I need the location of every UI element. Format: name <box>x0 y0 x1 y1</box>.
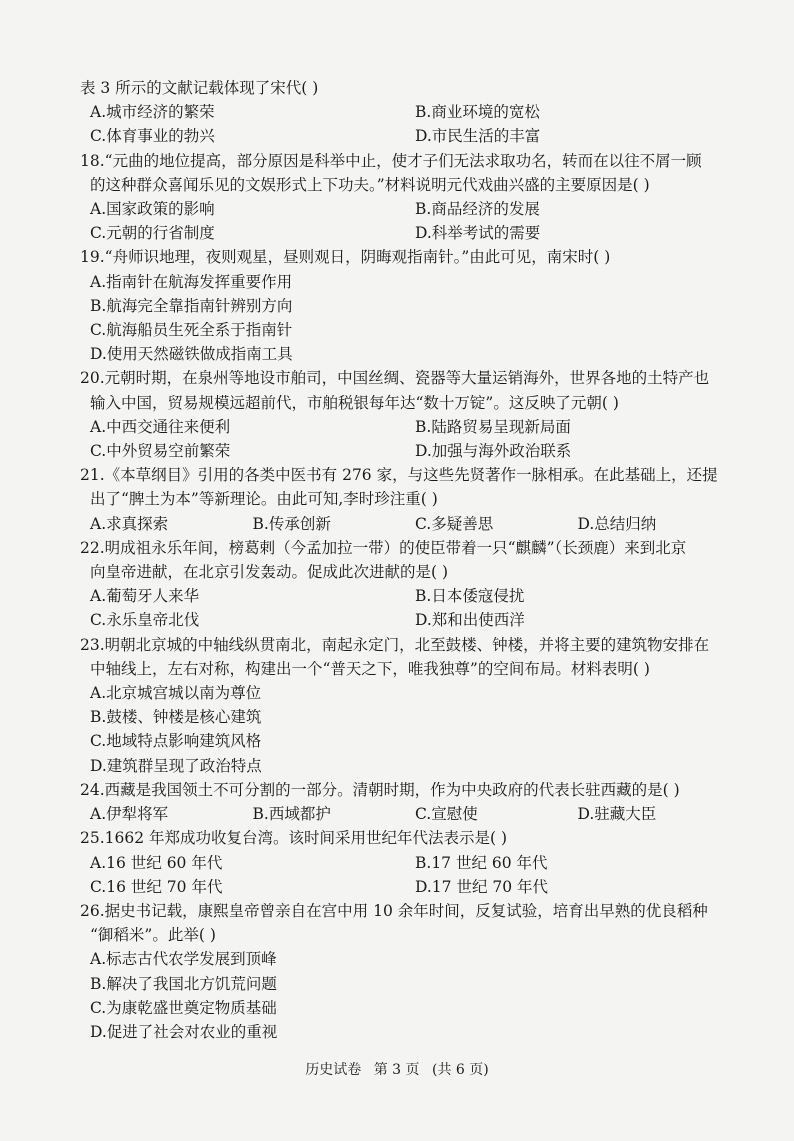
question-20 <box>80 366 740 463</box>
option-c: C.永乐皇帝北伐 <box>90 611 200 630</box>
option-b: B.商品经济的发展 <box>415 200 540 219</box>
question-17-options-row2 <box>80 124 740 148</box>
question-17-stem: 表 3 所示的文献记载体现了宋代( ) <box>80 79 319 97</box>
question-26-stem-line2: “御稻米”。此举( ) <box>90 926 216 945</box>
option-d: D.建筑群呈现了政治特点 <box>90 756 262 775</box>
option-a: A.北京城宫城以南为尊位 <box>90 684 262 703</box>
question-20-options-row2 <box>80 439 740 463</box>
option-d: D.科举考试的需要 <box>415 224 541 243</box>
option-b: B.西域都护 <box>252 805 331 824</box>
question-22-stem-line2: 向皇帝进献，在北京引发轰动。促成此次进献的是( ) <box>90 563 449 582</box>
footer-total-pages: (共 6 页) <box>431 1062 489 1078</box>
option-a: A.求真探索 <box>90 514 169 533</box>
option-b: B.鼓楼、钟楼是核心建筑 <box>90 708 262 727</box>
footer-subject: 历史试卷 <box>305 1062 362 1078</box>
option-a: A.葡萄牙人来华 <box>90 587 200 606</box>
question-26-stem-line1: 26.据史书记载，康熙皇帝曾亲自在宫中用 10 余年时间，反复试验，培育出早熟的优良稻种 <box>80 901 708 920</box>
option-c: C.宣慰使 <box>415 805 478 824</box>
question-18-stem-line2: 的这种群众喜闻乐见的文娱形式上下功夫。”材料说明元代戏曲兴盛的主要原因是( ) <box>90 175 650 194</box>
option-b: B.传承创新 <box>252 514 331 533</box>
option-b: B.陆路贸易呈现新局面 <box>415 417 571 436</box>
option-b: B.日本倭寇侵扰 <box>415 587 525 606</box>
question-21-options <box>80 512 740 536</box>
question-26-options <box>80 947 740 1044</box>
question-22-options-row1 <box>80 584 740 608</box>
question-23-stem-line2: 中轴线上，左右对称，构建出一个“普天之下，唯我独尊”的空间布局。材料表明( ) <box>90 659 650 678</box>
option-b: B.商业环境的宽松 <box>415 103 540 122</box>
option-c: C.16 世纪 70 年代 <box>90 877 223 896</box>
question-19-stem: 19.“舟师识地理，夜则观星，昼则观日，阴晦观指南针。”由此可见，南宋时( ) <box>80 248 611 267</box>
question-18-stem-line1: 18.“元曲的地位提高，部分原因是科举中止，使才子们无法求取功名，转而在以往不屑一顾 <box>80 151 702 170</box>
option-a: A.16 世纪 60 年代 <box>90 853 223 872</box>
option-a: A.中西交通往来便利 <box>90 417 231 436</box>
question-19-options <box>80 270 740 367</box>
option-c: C.航海船员生死全系于指南针 <box>90 321 293 340</box>
option-a: A.城市经济的繁荣 <box>90 103 215 122</box>
question-25-stem: 25.1662 年郑成功收复台湾。该时间采用世纪年代法表示是( ) <box>80 829 508 848</box>
question-18-options-row1 <box>80 197 740 221</box>
option-a: A.伊犁将军 <box>90 805 169 824</box>
question-21-stem-line2: 出了“脾土为本”等新理论。由此可知,李时珍注重( ) <box>90 490 438 509</box>
option-b: B.解决了我国北方饥荒问题 <box>90 974 277 993</box>
question-23-options <box>80 681 740 778</box>
option-c: C.为康乾盛世奠定物质基础 <box>90 998 277 1017</box>
question-24-options <box>80 802 740 826</box>
question-20-stem-line1: 20.元朝时期，在泉州等地设市舶司，中国丝绸、瓷器等大量运销海外，世界各地的土特产也 <box>80 369 710 388</box>
question-22-options-row2 <box>80 608 740 632</box>
option-b: B.航海完全靠指南针辨别方向 <box>90 296 293 315</box>
option-b: B.17 世纪 60 年代 <box>415 853 548 872</box>
footer-page-number: 第 3 页 <box>373 1062 420 1078</box>
option-d: D.驻藏大臣 <box>577 805 657 824</box>
question-17 <box>80 76 740 149</box>
question-19 <box>80 245 740 366</box>
option-c: C.多疑善思 <box>415 514 494 533</box>
question-20-options-row1 <box>80 415 740 439</box>
question-22 <box>80 536 740 633</box>
option-d: D.促进了社会对农业的重视 <box>90 1022 278 1041</box>
option-d: D.郑和出使西洋 <box>415 611 525 630</box>
option-c: C.中外贸易空前繁荣 <box>90 442 231 461</box>
question-21-stem-line1: 21.《本草纲目》引用的各类中医书有 276 家，与这些先贤著作一脉相承。在此基础上，还提 <box>80 466 718 485</box>
question-18-options-row2 <box>80 221 740 245</box>
question-21 <box>80 463 740 536</box>
question-24-stem: 24.西藏是我国领土不可分割的一部分。清朝时期，作为中央政府的代表长驻西藏的是( ) <box>80 780 680 799</box>
question-25-options-row2 <box>80 875 740 899</box>
option-d: D.使用天然磁铁做成指南工具 <box>90 345 293 364</box>
option-d: D.17 世纪 70 年代 <box>415 877 549 896</box>
option-c: C.体育事业的勃兴 <box>90 127 215 146</box>
question-22-stem-line1: 22.明成祖永乐年间，榜葛剌（今孟加拉一带）的使臣带着一只“麒麟”（长颈鹿）来到北京 <box>80 538 687 557</box>
question-25 <box>80 826 740 899</box>
question-26 <box>80 899 740 1044</box>
question-18 <box>80 149 740 246</box>
question-25-options-row1 <box>80 851 740 875</box>
option-d: D.市民生活的丰富 <box>415 127 541 146</box>
question-23-stem-line1: 23.明朝北京城的中轴线纵贯南北，南起永定门，北至鼓楼、钟楼，并将主要的建筑物安排在 <box>80 635 710 654</box>
option-d: D.加强与海外政治联系 <box>415 442 572 461</box>
option-d: D.总结归纳 <box>577 514 657 533</box>
option-a: A.指南针在航海发挥重要作用 <box>90 272 293 291</box>
page-footer <box>0 1059 794 1079</box>
question-list <box>80 76 740 1044</box>
question-20-stem-line2: 输入中国，贸易规模远超前代，市舶税银每年达“数十万锭”。这反映了元朝( ) <box>90 393 619 412</box>
question-17-options-row1 <box>80 100 740 124</box>
option-a: A.国家政策的影响 <box>90 200 215 219</box>
question-23 <box>80 633 740 778</box>
option-a: A.标志古代农学发展到顶峰 <box>90 950 277 969</box>
option-c: C.地域特点影响建筑风格 <box>90 732 262 751</box>
option-c: C.元朝的行省制度 <box>90 224 215 243</box>
question-24 <box>80 778 740 826</box>
